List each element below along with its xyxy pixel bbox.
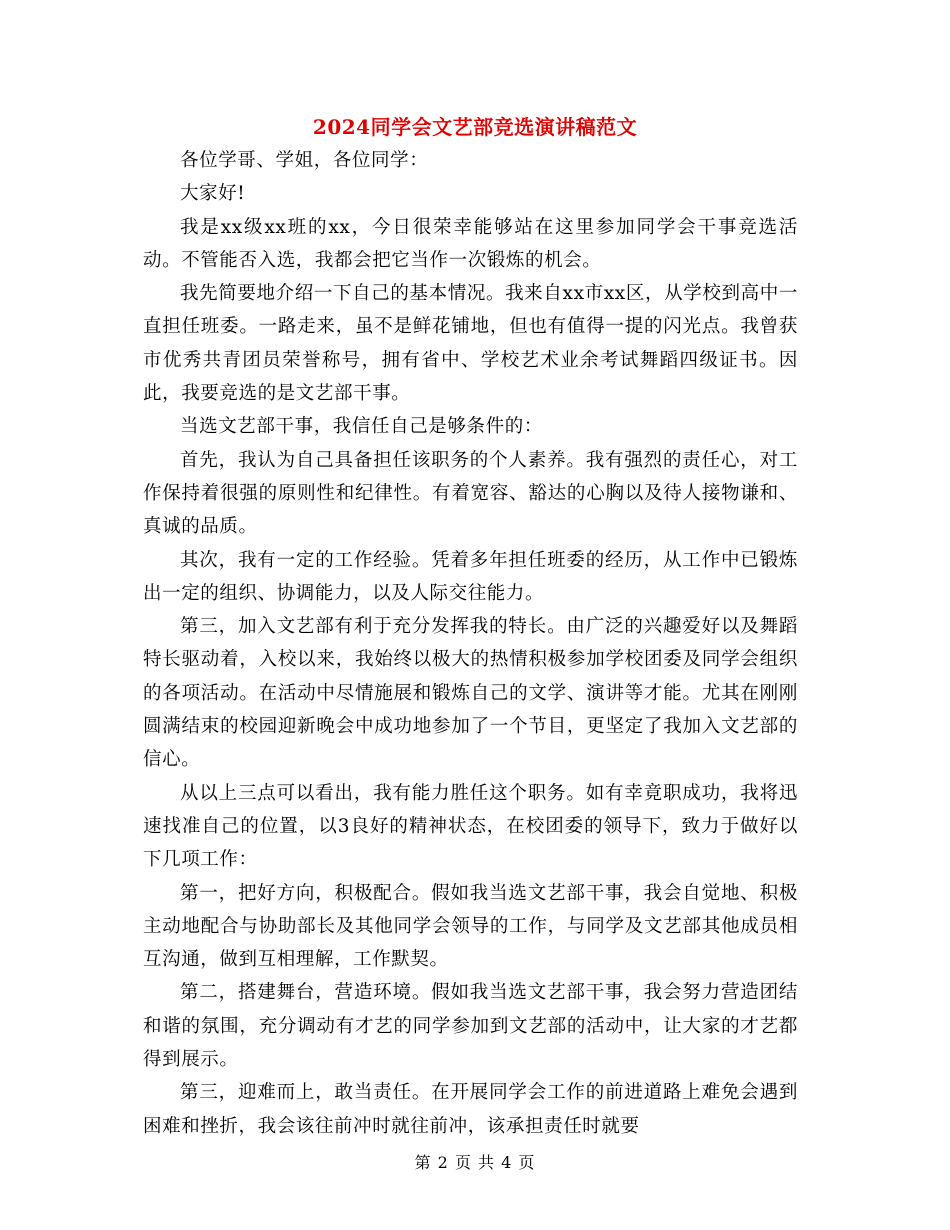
paragraph-qualification-lead: 当选文艺部干事，我信任自己是够条件的：	[180, 416, 543, 438]
paragraph-plan-second: 第二，搭建舞台，营造环境。假如我当选文艺部干事，我会努力营造团结和谐的氛围，充分调动有才艺的同学参加到文艺部的活动中，让大家的才艺都得到展示。	[143, 982, 798, 1071]
paragraph-plan-third: 第三，迎难而上，敢当责任。在开展同学会工作的前进道路上难免会遇到困难和挫折，我会该往前冲时就往前冲，该承担责任时就要	[143, 1082, 798, 1137]
paragraph-intro: 我是xx级xx班的xx，今日很荣幸能够站在这里参加同学会干事竞选活动。不管能否入选，我都会把它当作一次锻炼的机会。	[143, 216, 798, 271]
paragraph-background: 我先简要地介绍一下自己的基本情况。我来自xx市xx区，从学校到高中一直担任班委。一路走来，虽不是鲜花铺地，但也有值得一提的闪光点。我曾获市优秀共青团员荣誉称号，拥有省中、学校艺术业余考试舞蹈四级证书。因此，我要竞选的是文艺部干事。	[143, 283, 798, 405]
document-title: 2024同学会文艺部竞选演讲稿范文	[312, 115, 638, 139]
paragraph-salutation: 各位学哥、学姐，各位同学：	[180, 150, 429, 171]
paragraph-first-reason: 首先，我认为自己具备担任该职务的个人素养。我有强烈的责任心，对工作保持着很强的原则性和纪律性。有着宽容、豁达的心胸以及待人接物谦和、真诚的品质。	[143, 449, 798, 538]
paragraph-greeting: 大家好!	[180, 183, 246, 205]
document-body	[143, 144, 798, 1143]
paragraph-second-reason: 其次，我有一定的工作经验。凭着多年担任班委的经历，从工作中已锻炼出一定的组织、协调能力，以及人际交往能力。	[143, 549, 798, 604]
page-footer: 第 2 页 共 4 页	[414, 1153, 536, 1172]
paragraph-third-reason: 第三，加入文艺部有利于充分发挥我的特长。由广泛的兴趣爱好以及舞蹈特长驱动着，入校以来，我始终以极大的热情积极参加学校团委及同学会组织的各项活动。在活动中尽情施展和锻炼自己的文学、演讲等才能。尤其在刚刚圆满结束的校园迎新晚会中成功地参加了一个节目，更坚定了我加入文艺部的信心。	[143, 616, 798, 771]
paragraph-plan-first: 第一，把好方向，积极配合。假如我当选文艺部干事，我会自觉地、积极主动地配合与协助部长及其他同学会领导的工作，与同学及文艺部其他成员相互沟通，做到互相理解，工作默契。	[143, 882, 798, 971]
paragraph-plan-lead: 从以上三点可以看出，我有能力胜任这个职务。如有幸竟职成功，我将迅速找准自己的位置，以3良好的精神状态，在校团委的领导下，致力于做好以下几项工作：	[143, 782, 798, 871]
